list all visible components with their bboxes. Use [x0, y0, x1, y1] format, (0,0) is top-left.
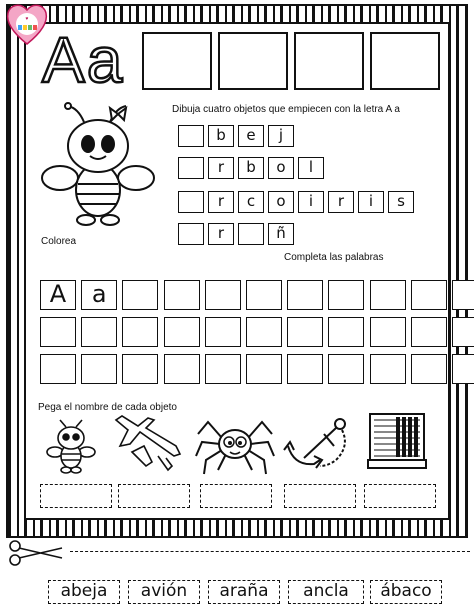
paste-instruction: Pega el nombre de cada objeto — [38, 402, 177, 413]
word-letter-box: j — [268, 125, 294, 147]
writing-box[interactable] — [452, 354, 474, 384]
word-letter-box: r — [208, 157, 234, 179]
complete-instruction: Completa las palabras — [284, 252, 384, 263]
word-card-4[interactable]: ancla — [288, 580, 364, 604]
bee-coloring-icon — [38, 98, 158, 228]
word-letter-box: e — [238, 125, 264, 147]
writing-box[interactable] — [328, 280, 364, 310]
writing-box[interactable] — [370, 354, 406, 384]
writing-box[interactable] — [81, 317, 117, 347]
writing-box[interactable] — [164, 317, 200, 347]
word-letter-box: r — [328, 191, 354, 213]
writing-box[interactable] — [411, 317, 447, 347]
title-letters: Aa — [42, 24, 125, 96]
writing-box[interactable] — [164, 280, 200, 310]
writing-box[interactable] — [40, 317, 76, 347]
draw-box-4[interactable] — [370, 32, 440, 90]
scissors-icon — [6, 540, 66, 566]
word-letter-box: c — [238, 191, 264, 213]
abacus-icon — [366, 412, 430, 472]
writing-box[interactable] — [122, 317, 158, 347]
writing-box[interactable] — [246, 280, 282, 310]
writing-box[interactable] — [246, 317, 282, 347]
word-card-3[interactable]: araña — [208, 580, 280, 604]
word-letter-box[interactable] — [178, 125, 204, 147]
draw-box-2[interactable] — [218, 32, 288, 90]
writing-box[interactable] — [370, 317, 406, 347]
writing-box[interactable] — [287, 317, 323, 347]
word-card-5[interactable]: ábaco — [370, 580, 442, 604]
writing-box[interactable] — [40, 354, 76, 384]
writing-box[interactable] — [164, 354, 200, 384]
word-letter-box[interactable] — [178, 157, 204, 179]
paste-box-1[interactable] — [40, 484, 112, 508]
word-letter-box: o — [268, 191, 294, 213]
word-letter-box: o — [268, 157, 294, 179]
draw-box-1[interactable] — [142, 32, 212, 90]
writing-box[interactable] — [328, 317, 364, 347]
writing-box[interactable] — [328, 354, 364, 384]
writing-box[interactable] — [205, 354, 241, 384]
spider-icon — [194, 412, 276, 478]
word-card-1[interactable]: abeja — [48, 580, 120, 604]
writing-box[interactable] — [411, 354, 447, 384]
word-letter-box: s — [388, 191, 414, 213]
word-letter-box[interactable] — [238, 223, 264, 245]
writing-box[interactable] — [452, 317, 474, 347]
writing-box[interactable] — [205, 317, 241, 347]
word-card-2[interactable]: avión — [128, 580, 200, 604]
writing-box[interactable] — [246, 354, 282, 384]
word-letter-box[interactable] — [178, 223, 204, 245]
writing-box[interactable] — [122, 280, 158, 310]
writing-box[interactable] — [122, 354, 158, 384]
word-letter-box: b — [238, 157, 264, 179]
draw-box-3[interactable] — [294, 32, 364, 90]
writing-box[interactable] — [411, 280, 447, 310]
writing-box[interactable] — [370, 280, 406, 310]
anchor-icon — [280, 416, 356, 472]
writing-box[interactable] — [205, 280, 241, 310]
writing-box[interactable] — [81, 354, 117, 384]
writing-box: A — [40, 280, 76, 310]
writing-box: a — [81, 280, 117, 310]
paste-box-5[interactable] — [364, 484, 436, 508]
paste-box-4[interactable] — [284, 484, 356, 508]
word-letter-box: i — [358, 191, 384, 213]
word-letter-box[interactable] — [178, 191, 204, 213]
writing-box[interactable] — [452, 280, 474, 310]
word-letter-box: b — [208, 125, 234, 147]
draw-instruction: Dibuja cuatro objetos que empiecen con la letra A a — [172, 104, 400, 115]
word-letter-box: l — [298, 157, 324, 179]
paste-box-3[interactable] — [200, 484, 272, 508]
word-letter-box: i — [298, 191, 324, 213]
airplane-icon — [110, 416, 186, 474]
bee-icon — [46, 418, 96, 474]
color-instruction: Colorea — [41, 236, 77, 247]
word-letter-box: r — [208, 223, 234, 245]
writing-box[interactable] — [287, 354, 323, 384]
writing-box[interactable] — [287, 280, 323, 310]
word-letter-box: ñ — [268, 223, 294, 245]
svg-text:♥: ♥ — [25, 16, 29, 22]
cut-line — [70, 551, 470, 552]
paste-box-2[interactable] — [118, 484, 190, 508]
word-letter-box: r — [208, 191, 234, 213]
